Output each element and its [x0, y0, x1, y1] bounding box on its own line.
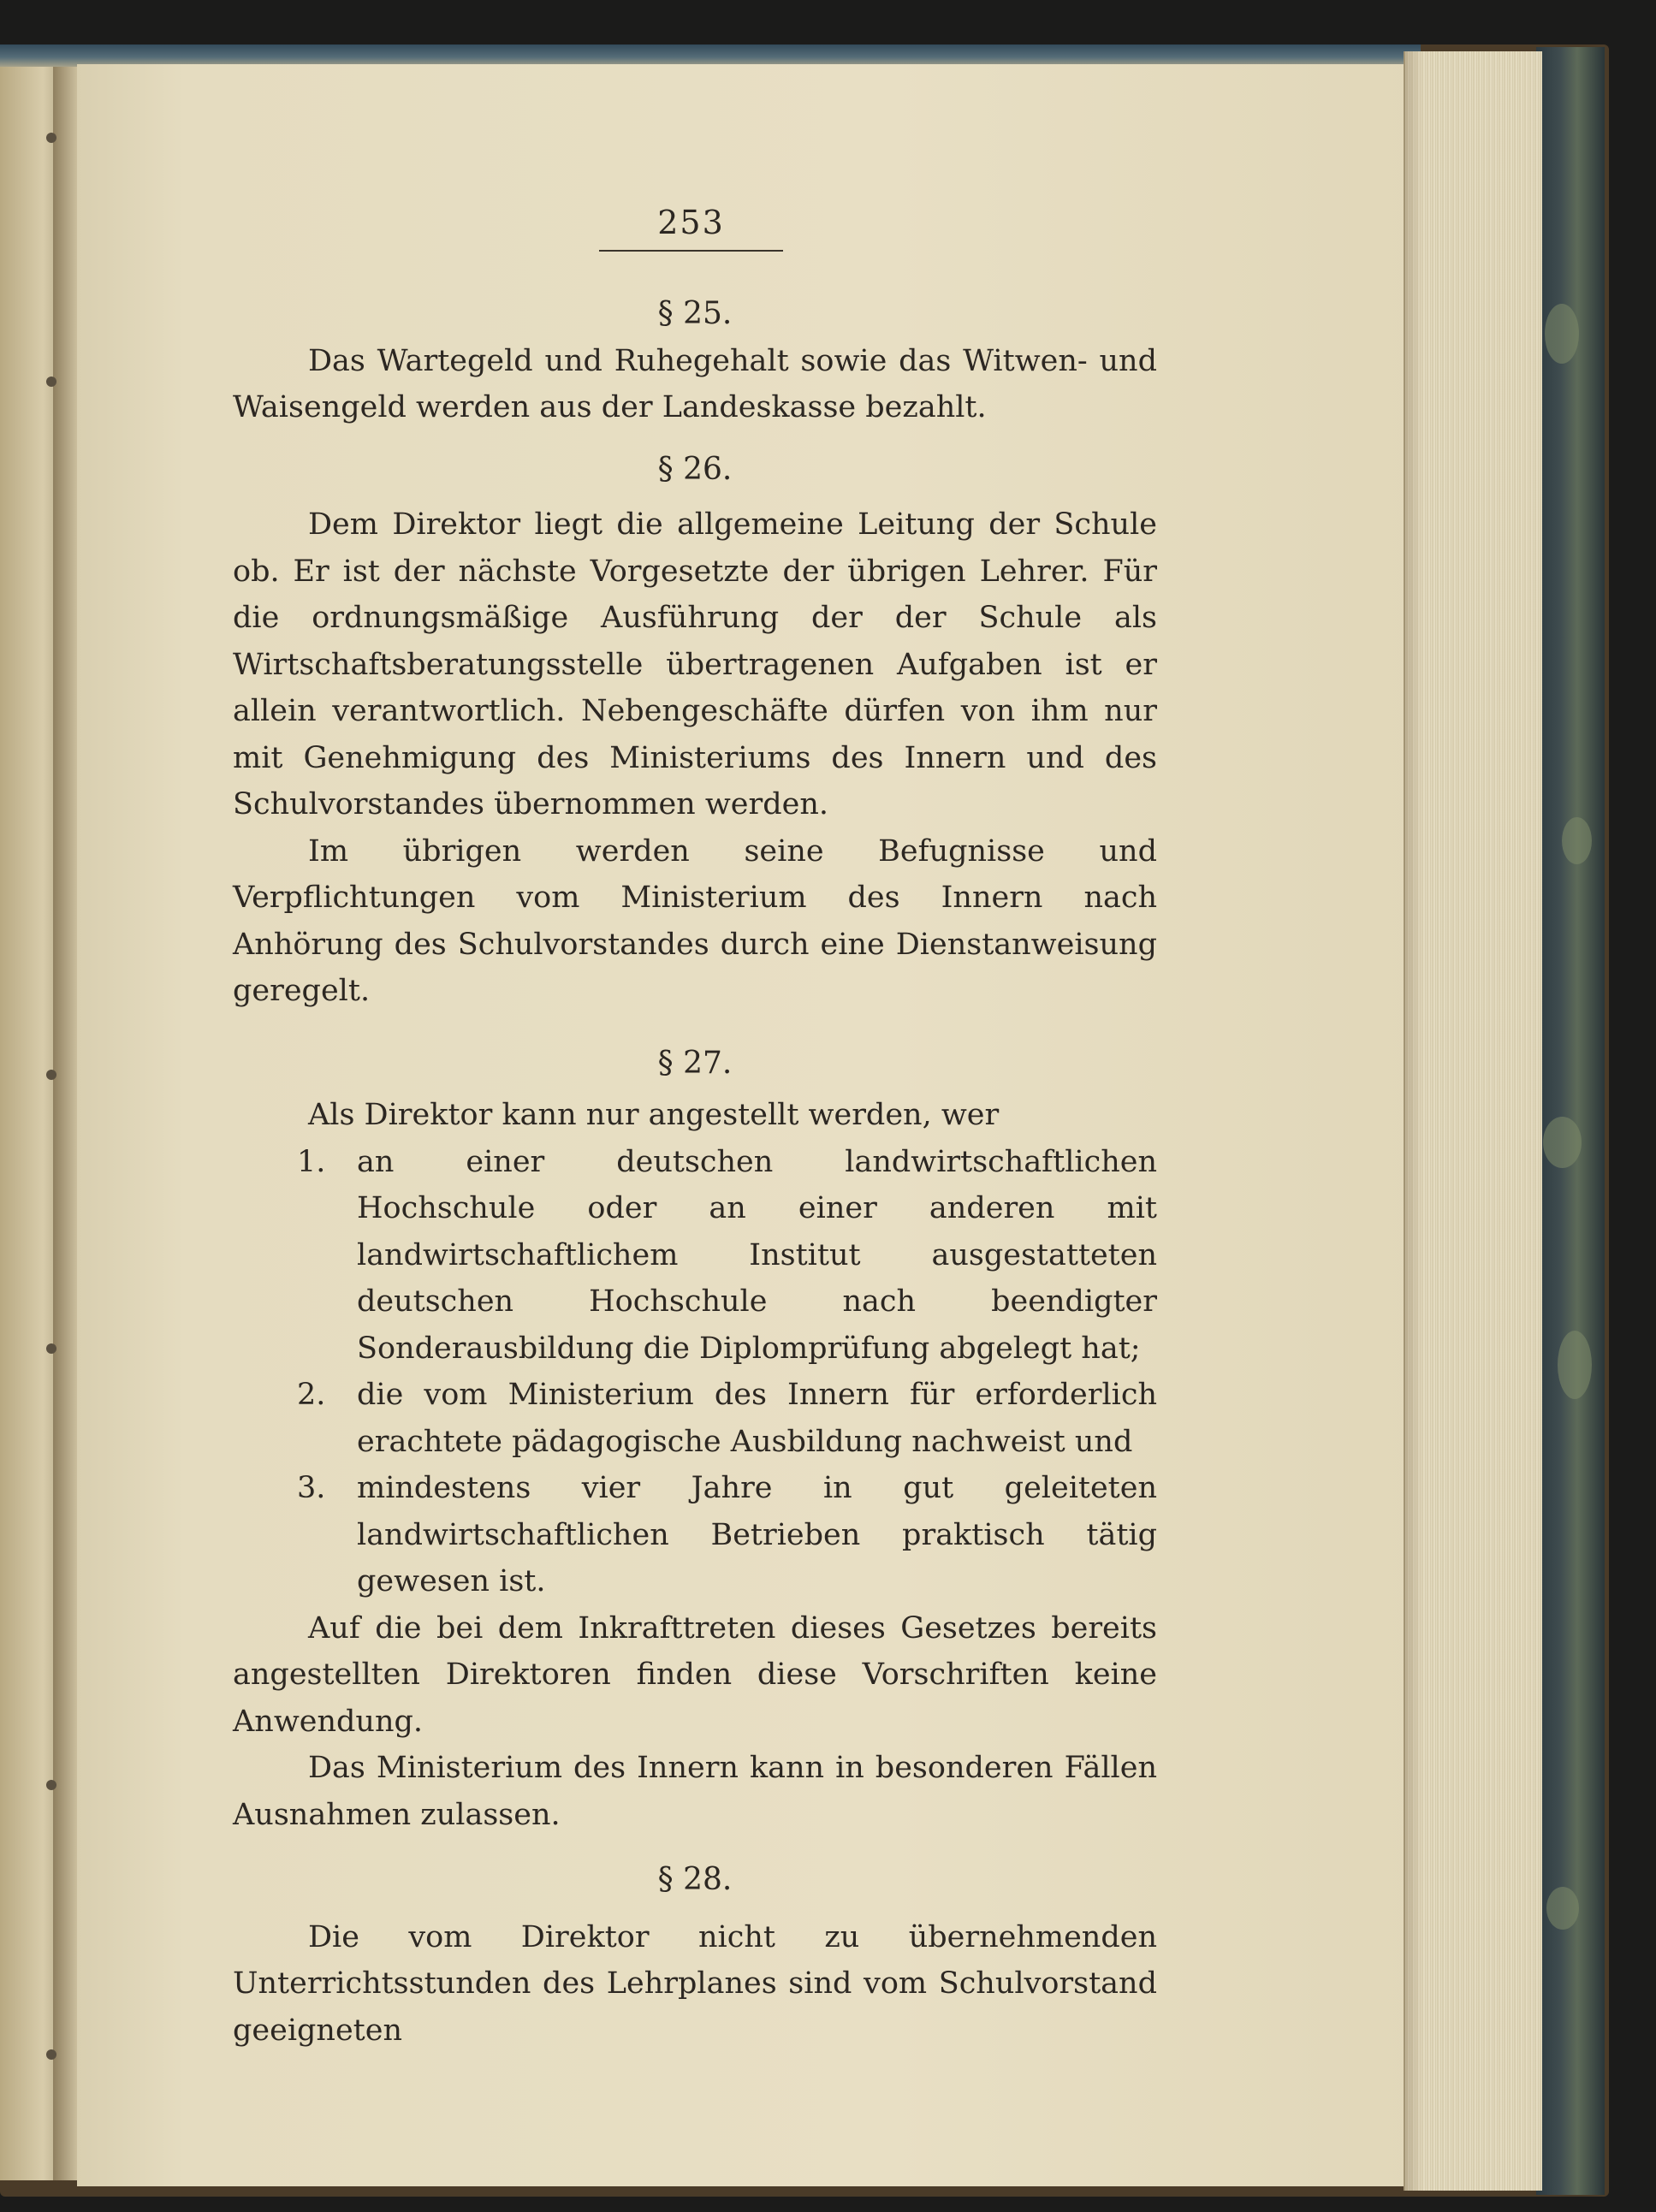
paragraph: Im übrigen werden seine Befugnisse und Verpflichtungen vom Ministerium des Innern nach Anhörung des Schulvorstandes durch eine Dienstanweisung geregelt.: [233, 833, 1157, 1008]
binding-hole: [46, 2049, 56, 2060]
list-item: [233, 1372, 1157, 1465]
section-heading: § 28.: [657, 1862, 733, 1897]
section-heading: § 25.: [657, 296, 733, 331]
binding-hole: [46, 377, 56, 387]
section-25: [233, 291, 1157, 431]
list-item-number: 1.: [297, 1144, 326, 1179]
list-item-number: 2.: [297, 1378, 326, 1412]
marbled-cover: [1536, 47, 1605, 2195]
page-number: 253: [657, 204, 725, 241]
page-edge-shadow: [1404, 51, 1422, 2191]
section-27: [233, 1041, 1157, 1839]
list-item: [233, 1139, 1157, 1373]
section-heading: § 27.: [657, 1045, 733, 1081]
page-edges: [1404, 51, 1542, 2191]
page-text: [233, 197, 1157, 2054]
list-item: [233, 1465, 1157, 1605]
list-item-number: 3.: [297, 1471, 326, 1505]
paragraph: Dem Direktor liegt die allgemeine Leitung der Schule ob. Er ist der nächste Vorgesetzte der übrigen Lehrer. Für die ordnungsmäßige Ausführung der der Schule als Wirtschaftsberatungsstelle übertragenen Aufgaben ist er allein verantwortlich. Nebengeschäfte dürfen von ihm nur mit Genehmigung des Ministeriums des Innern und des Schulvorstandes übernommen werden.: [233, 507, 1157, 821]
requirements-list: [233, 1139, 1157, 1605]
binding-hole: [46, 1780, 56, 1790]
binding-hole: [46, 1070, 56, 1080]
section-26: [233, 447, 1157, 1015]
list-item-text: mindestens vier Jahre in gut geleiteten landwirtschaftlichen Betrieben praktisch tätig gewesen ist.: [357, 1471, 1157, 1598]
section-heading: § 26.: [657, 451, 733, 487]
list-item-text: an einer deutschen landwirtschaftlichen Hochschule oder an einer anderen mit landwirtschaftlichem Institut ausgestatteten deutschen Hochschule nach beendigter Sonderausbildung die Diplomprüfung abgelegt hat;: [357, 1144, 1157, 1366]
page-gutter: [53, 67, 79, 2180]
binding-hole: [46, 1343, 56, 1354]
paragraph: Das Ministerium des Innern kann in besonderen Fällen Ausnahmen zulassen.: [233, 1751, 1157, 1832]
list-item-text: die vom Ministerium des Innern für erforderlich erachtete pädagogische Ausbildung nachweist und: [357, 1378, 1157, 1459]
paragraph: Auf die bei dem Inkrafttreten dieses Gesetzes bereits angestellten Direktoren finden diese Vorschriften keine Anwendung.: [233, 1610, 1157, 1739]
paragraph: Die vom Direktor nicht zu übernehmenden Unterrichtsstunden des Lehrplanes sind vom Schulvorstand geeigneten: [233, 1919, 1157, 2048]
section-28: [233, 1857, 1157, 2054]
paragraph: Als Direktor kann nur angestellt werden, wer: [308, 1098, 1000, 1132]
binding-hole: [46, 133, 56, 143]
paragraph: Das Wartegeld und Ruhegehalt sowie das Witwen- und Waisengeld werden aus der Landeskasse bezahlt.: [233, 343, 1157, 424]
